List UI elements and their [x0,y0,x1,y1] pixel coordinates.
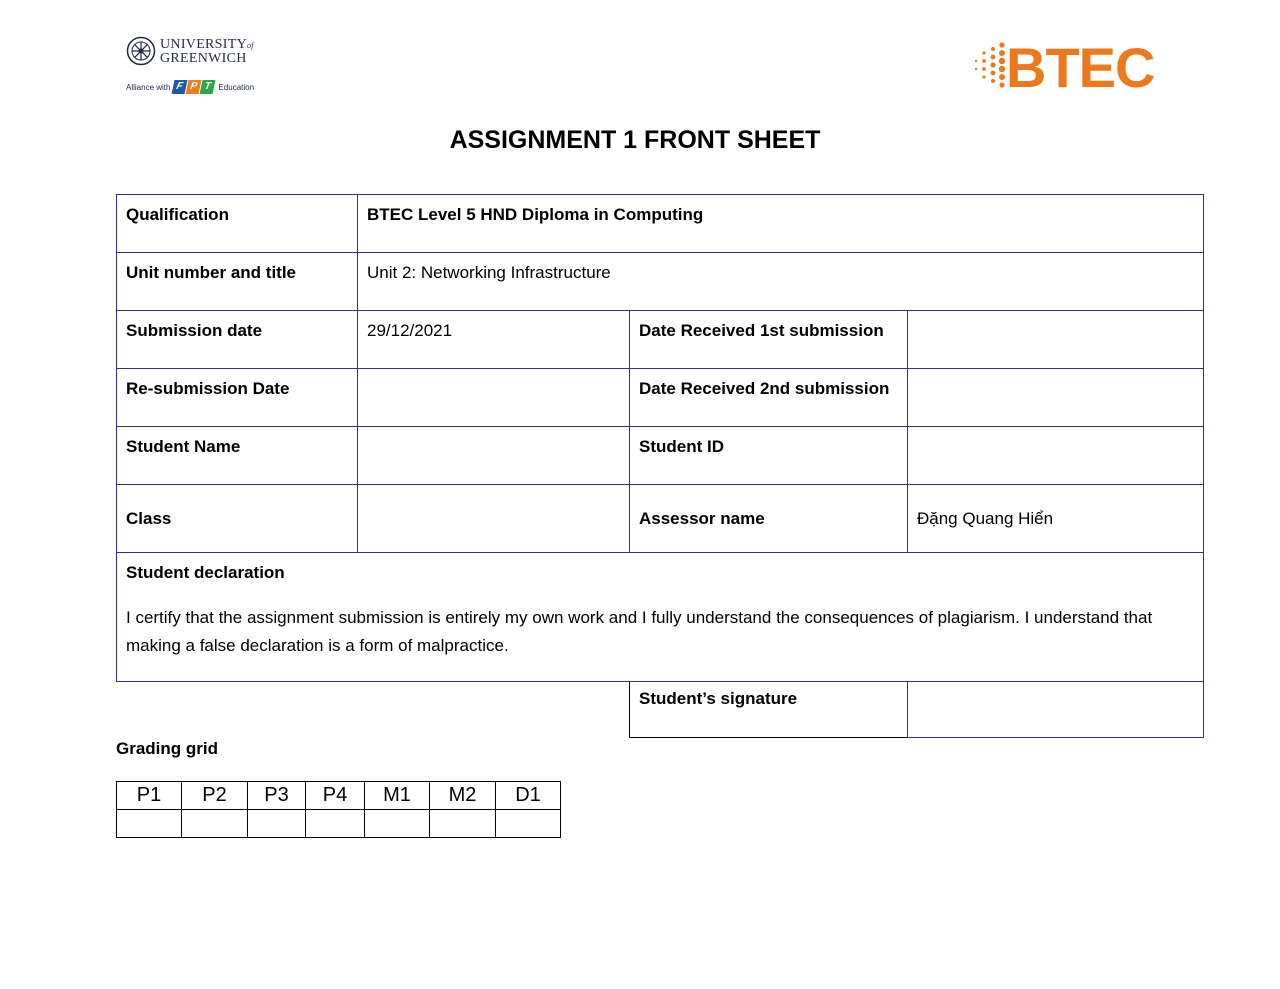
university-of: of [247,40,254,50]
assessor-value: Đặng Quang Hiển [908,485,1204,553]
grade-header-p2: P2 [182,782,248,810]
fpt-letter-p: P [186,80,202,94]
grade-cell-d1 [496,810,561,838]
grading-grid-label: Grading grid [116,739,218,758]
student-id-label: Student ID [630,427,908,485]
assessor-label: Assessor name [630,485,908,553]
class-label: Class [117,485,358,553]
grade-cell-p1 [117,810,182,838]
qualification-value: BTEC Level 5 HND Diploma in Computing [358,195,1204,253]
signature-label: Student’s signature [630,682,908,738]
signature-value [908,682,1204,738]
date-received-2-label: Date Received 2nd submission [630,369,908,427]
grade-header-d1: D1 [496,782,561,810]
declaration-text: I certify that the assignment submission is entirely my own work and I fully understand the consequences of plagiarism. I understand that making a false declaration is a form of malpractice. [126,608,1153,655]
grade-cell-p2 [182,810,248,838]
grade-header-m1: M1 [365,782,430,810]
student-name-label: Student Name [117,427,358,485]
university-line2: GREENWICH [160,50,247,66]
resubmission-date-label: Re-submission Date [117,369,358,427]
university-logo [126,36,266,104]
btec-wordmark: BTEC [1006,36,1155,99]
grade-header-p4: P4 [306,782,365,810]
grade-cell-m2 [430,810,496,838]
date-received-1-label: Date Received 1st submission [630,311,908,369]
alliance-suffix: Education [218,82,255,92]
grade-cell-m1 [365,810,430,838]
resubmission-date-value [358,369,630,427]
signature-table [629,681,1204,738]
fpt-logo [173,80,215,94]
student-declaration [117,553,1204,682]
submission-date-label: Submission date [117,311,358,369]
university-seal-icon [126,36,156,66]
fpt-letter-f: F [172,80,188,94]
qualification-label: Qualification [117,195,358,253]
fpt-letter-t: T [200,80,216,94]
declaration-title: Student declaration [126,563,285,582]
unit-value: Unit 2: Networking Infrastructure [358,253,1204,311]
grade-header-p1: P1 [117,782,182,810]
front-sheet-table [116,194,1204,682]
grading-grid [116,781,561,838]
grade-header-p3: P3 [248,782,306,810]
page-title: ASSIGNMENT 1 FRONT SHEET [449,126,821,154]
btec-dots-icon [972,39,1010,97]
alliance-line [126,80,266,94]
date-received-1-value [908,311,1204,369]
btec-logo [972,36,1172,100]
unit-label: Unit number and title [117,253,358,311]
alliance-prefix: Alliance with [126,82,171,92]
date-received-2-value [908,369,1204,427]
university-line1: UNIVERSITY [160,36,247,52]
submission-date-value: 29/12/2021 [358,311,630,369]
grade-cell-p4 [306,810,365,838]
class-value [358,485,630,553]
grade-header-m2: M2 [430,782,496,810]
student-id-value [908,427,1204,485]
student-name-value [358,427,630,485]
grade-cell-p3 [248,810,306,838]
